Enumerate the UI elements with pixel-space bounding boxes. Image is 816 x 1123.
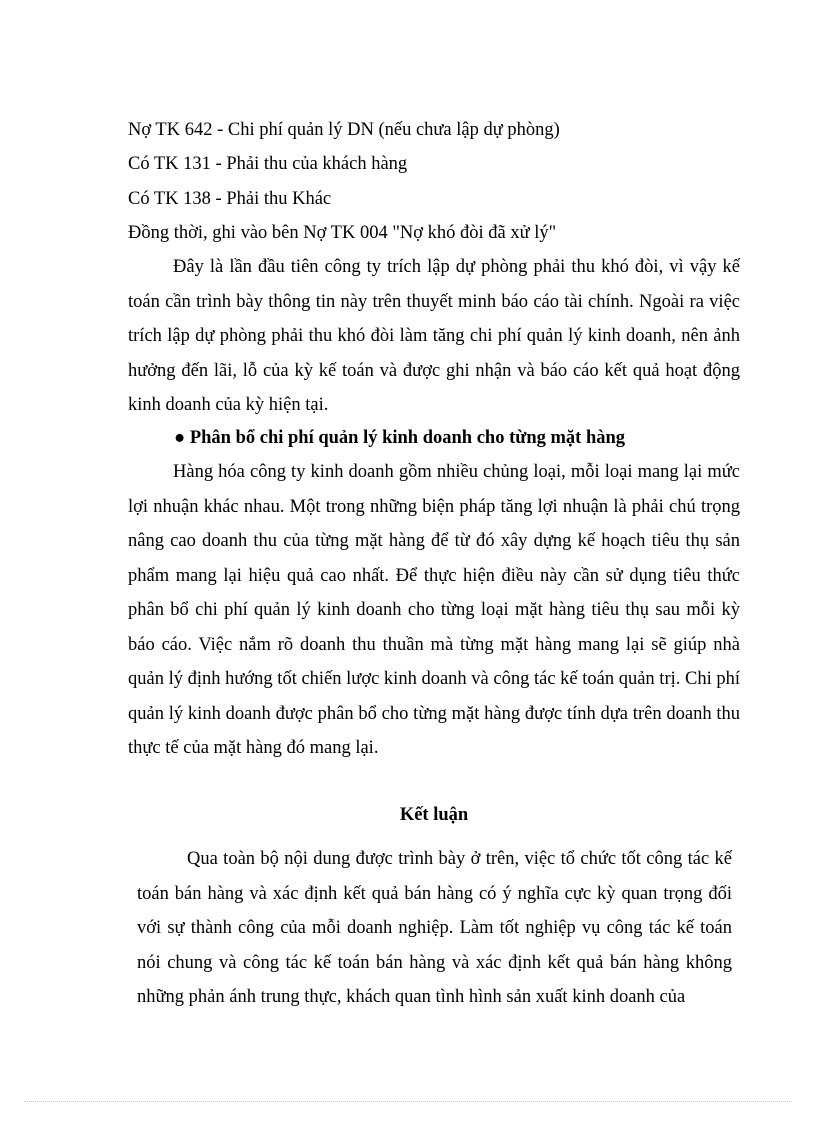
page-bottom-divider xyxy=(24,1101,792,1102)
paragraph-conclusion-text: Qua toàn bộ nội dung được trình bày ở trên, việc tổ chức tốt công tác kế toán bán hàng và xác định kết quả bán hàng có ý nghĩa cực kỳ quan trọng đối với sự thành công của mỗi doanh nghiệp. Làm tốt nghiệp vụ công tác kế toán nói chung và công tác kế toán bán hàng và xác định kết quả bán hàng không những phản ánh trung thực, khách quan tình hình sản xuất kinh doanh của xyxy=(137,849,732,1007)
bullet-icon: ● xyxy=(174,428,186,448)
paragraph-conclusion xyxy=(137,842,732,1015)
conclusion-title: Kết luận xyxy=(399,805,469,825)
journal-line-credit-138: Có TK 138 - Phải thu Khác xyxy=(128,189,332,209)
paragraph-provision-text: Đây là lần đầu tiên công ty trích lập dự phòng phải thu khó đòi, vì vậy kế toán cần trình bày thông tin này trên thuyết minh báo cáo tài chính. Ngoài ra việc trích lập dự phòng phải thu khó đòi làm tăng chi phí quản lý kinh doanh, nên ảnh hưởng đến lãi, lỗ của kỳ kế toán và được ghi nhận và báo cáo kết quả hoạt động kinh doanh của kỳ hiện tại. xyxy=(128,257,740,415)
journal-line-credit-131: Có TK 131 - Phải thu của khách hàng xyxy=(128,154,408,174)
journal-line-debit-004: Đồng thời, ghi vào bên Nợ TK 004 "Nợ khó đòi đã xử lý" xyxy=(128,223,557,243)
section-heading xyxy=(174,426,625,450)
journal-line-debit-642: Nợ TK 642 - Chi phí quản lý DN (nếu chưa lập dự phòng) xyxy=(128,120,560,140)
paragraph-allocation xyxy=(128,455,740,766)
paragraph-provision xyxy=(128,250,740,423)
section-heading-text: Phân bổ chi phí quản lý kinh doanh cho từng mặt hàng xyxy=(189,428,626,448)
paragraph-allocation-text: Hàng hóa công ty kinh doanh gồm nhiều chủng loại, mỗi loại mang lại mức lợi nhuận khác nhau. Một trong những biện pháp tăng lợi nhuận là phải chú trọng nâng cao doanh thu của từng mặt hàng để từ đó xây dựng kế hoạch tiêu thụ sản phẩm mang lại hiệu quả cao nhất. Để thực hiện điều này cần sử dụng tiêu thức phân bổ chi phí quản lý kinh doanh cho từng loại mặt hàng tiêu thụ sau mỗi kỳ báo cáo. Việc nắm rõ doanh thu thuần mà từng mặt hàng mang lại sẽ giúp nhà quản lý định hướng tốt chiến lược kinh doanh và công tác kế toán quản trị. Chi phí quản lý kinh doanh được phân bổ cho từng mặt hàng được tính dựa trên doanh thu thực tế của mặt hàng đó mang lại. xyxy=(128,462,740,758)
